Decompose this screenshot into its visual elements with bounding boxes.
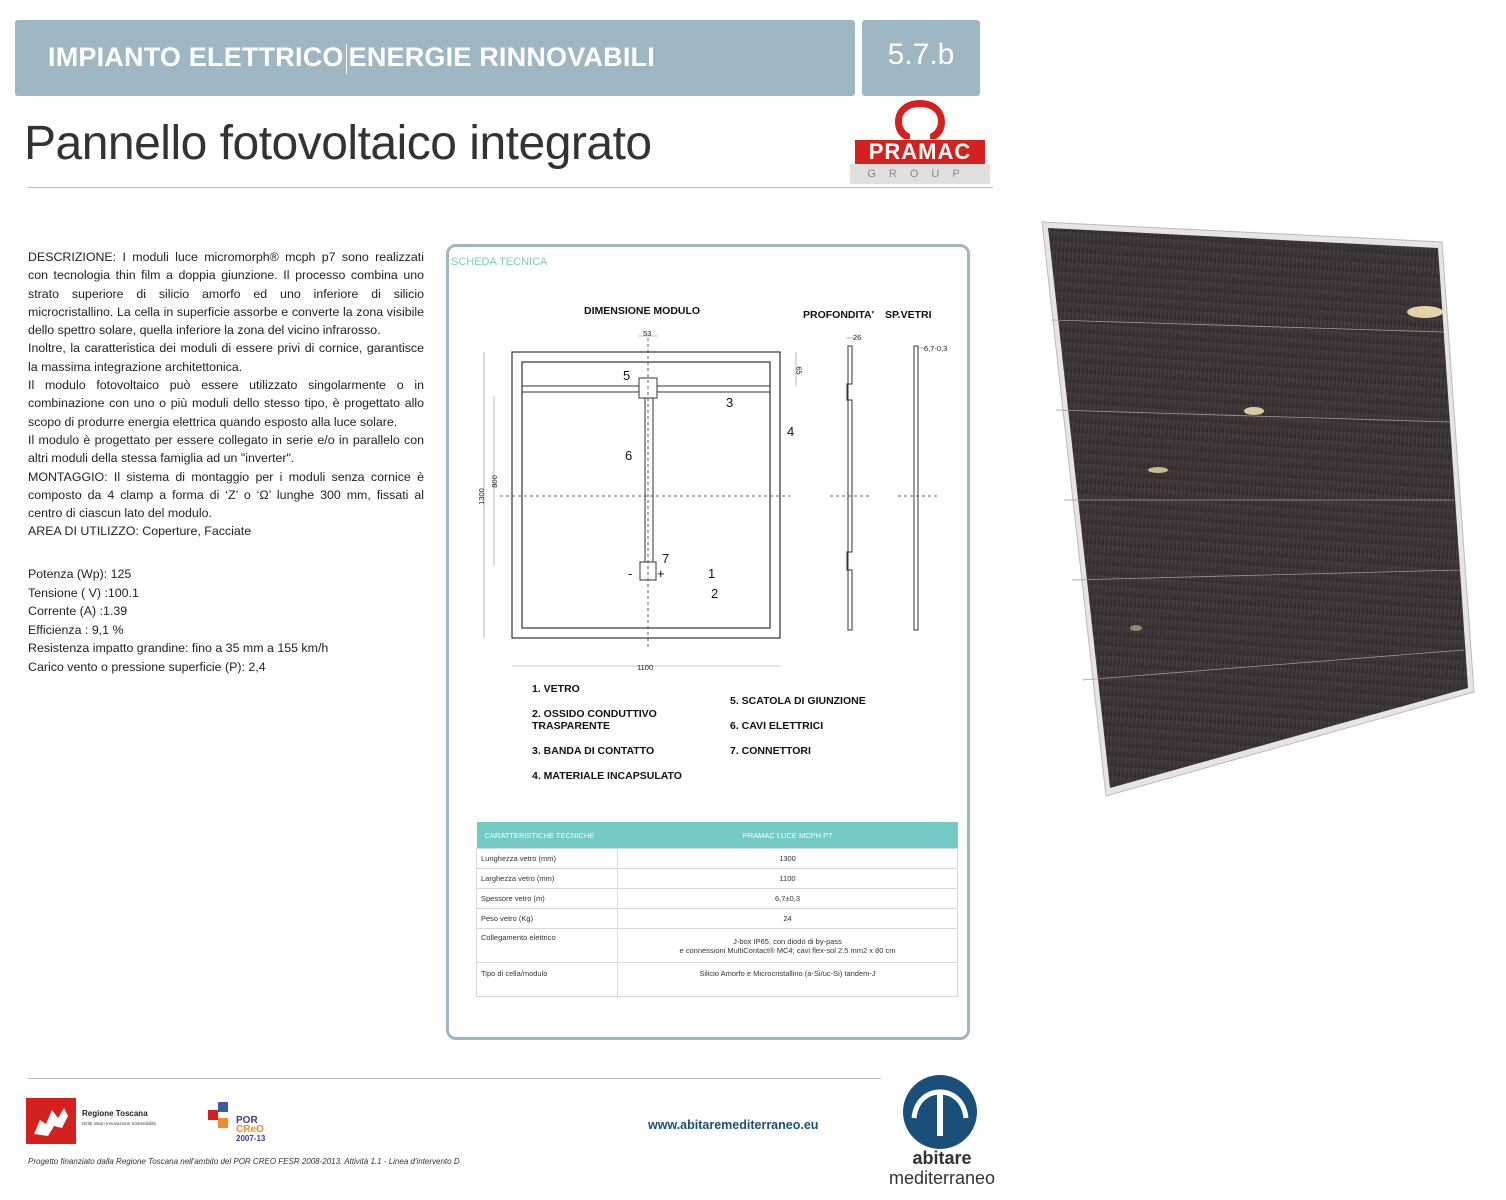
- spec-list: [28, 565, 428, 676]
- label-module-dimension: DIMENSIONE MODULO: [584, 305, 701, 317]
- spec-item: Efficienza : 9,1 %: [28, 622, 124, 637]
- spec-item: Carico vento o pressione superficie (P): 2,4: [28, 659, 266, 674]
- label-depth: PROFONDITA': [803, 309, 875, 321]
- por-logo-text: [236, 1116, 265, 1143]
- marker-4: 4: [787, 424, 795, 439]
- marker-3: 3: [726, 395, 734, 410]
- pramac-logo-icon: [890, 96, 950, 144]
- desc-para: Il modulo è progettato per essere collegato in serie e/o in parallelo con altri moduli della stessa famiglia ad un "inverter".: [28, 432, 424, 466]
- table-row: [477, 963, 958, 997]
- pramac-group-label: GROUP: [850, 164, 990, 184]
- table-row: [477, 929, 958, 963]
- dim-26: 26: [853, 333, 862, 342]
- regione-toscana-emblem-icon: [26, 1098, 76, 1144]
- legend-item: 6. CAVI ELETTRICI: [730, 720, 824, 732]
- table-head-cell: CARATTERISTICHE TECNICHE: [477, 822, 618, 849]
- spec-item: Resistenza impatto grandine: fino a 35 mm a 155 km/h: [28, 641, 329, 655]
- desc-para: DESCRIZIONE: I moduli luce micromorph® mcph p7 sono realizzati con tecnologia thin film a doppia giunzione. Il processo combina uno strato superiore di silicio amorfo ed uno inferiore di silicio microcristallino. La cella in superficie assorbe e converte la zona visibile dello spettro solare, quella inferiore la zona del vicino infrarosso.: [28, 250, 424, 338]
- table-cell-line: e connessioni MultiContact® MC4; cavi flex-sol 2,5 mm2 x 80 cm: [679, 945, 896, 955]
- pramac-wordmark: PRAMAC: [855, 140, 985, 164]
- legend-item: 1. VETRO: [532, 683, 580, 695]
- title-divider: [28, 187, 993, 188]
- table-row: [477, 869, 958, 889]
- table-row: [477, 909, 958, 929]
- table-cell: Collegamento elettrico: [477, 929, 618, 963]
- table-cell: [618, 929, 958, 963]
- table-row: [477, 889, 958, 909]
- desc-para: Il modulo fotovoltaico può essere utilizzato singolarmente o in combinazione con uno o più moduli dello stesso tipo, è progettato allo scopo di produrre energia elettrica quando esposto alla luce solare.: [28, 378, 424, 429]
- sheet-code: 5.7.b: [887, 38, 955, 71]
- dim-800: 800: [489, 475, 499, 488]
- spec-item: Potenza (Wp): 125: [28, 567, 132, 581]
- page-title: Pannello fotovoltaico integrato: [24, 117, 652, 170]
- desc-para: MONTAGGIO: Il sistema di montaggio per i moduli senza cornice è composto da 4 clamp a forma di ‘Z’ o ‘Ω’ lunghe 300 mm, fissati al centro di ciascun lato del modulo.: [28, 469, 424, 521]
- por-bot: 2007-13: [236, 1134, 266, 1143]
- footer-divider: [28, 1078, 881, 1079]
- legend-item: 7. CONNETTORI: [730, 745, 811, 757]
- por-top: POR: [236, 1115, 258, 1126]
- table-cell-line: J-box IP65, con diodo di by-pass: [733, 936, 842, 946]
- table-cell: 1300: [618, 849, 958, 869]
- label-glass-thickness: SP.VETRI: [885, 309, 932, 321]
- region-tagline: Diritti Valori Innovazione Sostenibilità: [82, 1121, 156, 1126]
- section-title: [48, 42, 655, 74]
- marker-5: 5: [623, 368, 631, 383]
- legend-item: 3. BANDA DI CONTATTO: [532, 745, 655, 757]
- table-cell: Peso vetro (Kg): [477, 909, 618, 929]
- funding-credit: Progetto finanziato dalla Regione Toscana nell'ambito del POR CREO FESR 2008-2013. Attività 1.1 - Linea d'intervento D: [28, 1157, 460, 1166]
- abitare-mediterraneo-logo-icon: [902, 1074, 978, 1150]
- por-mid: CReO: [236, 1124, 264, 1135]
- table-header: [477, 822, 958, 849]
- table-cell: Lunghezza vetro (mm): [477, 849, 618, 869]
- marker-6: 6: [625, 448, 633, 463]
- panel-photo: [1040, 200, 1480, 800]
- dim-65: 65: [794, 366, 804, 375]
- marker-plus: +: [657, 566, 665, 581]
- website-link[interactable]: www.abitaremediterraneo.eu: [648, 1118, 819, 1132]
- card-title: SCHEDA TECNICA: [451, 256, 548, 268]
- spec-table: [476, 822, 958, 997]
- table-row: [477, 849, 958, 869]
- table-cell: 1100: [618, 869, 958, 889]
- table-head-cell: PRAMAC LUCE MCPH P7: [618, 822, 958, 849]
- table-cell: Larghezza vetro (mm): [477, 869, 618, 889]
- legend-item: 2. OSSIDO CONDUTTIVO TRASPARENTE: [532, 708, 657, 732]
- table-cell: 6,7±0,3: [618, 889, 958, 909]
- dim-1300: 1300: [476, 488, 486, 505]
- table-cell: 24: [618, 909, 958, 929]
- marker-1: 1: [708, 566, 716, 581]
- marker-minus: -: [628, 566, 633, 581]
- dim-53: 53: [643, 329, 652, 338]
- brand-name-line1: abitare: [912, 1148, 972, 1168]
- desc-para: Inoltre, la caratteristica dei moduli di essere privi di cornice, garantisce la massima integrazione architettonica.: [28, 341, 424, 374]
- dim-1100: 1100: [637, 663, 654, 672]
- title-separator: [346, 44, 347, 74]
- section-title-left: IMPIANTO ELETTRICO: [48, 42, 344, 72]
- dim-glass: 6,7-0,3: [924, 344, 948, 353]
- description-text: [28, 248, 424, 541]
- legend-item: 5. SCATOLA DI GIUNZIONE: [730, 695, 866, 707]
- desc-para: AREA DI UTILIZZO: Coperture, Facciate: [28, 524, 252, 539]
- spec-item: Corrente (A) :1.39: [28, 604, 128, 618]
- module-diagram: [470, 300, 950, 680]
- region-name: Regione Toscana: [82, 1109, 148, 1118]
- table-cell: Silicio Amorfo e Microcristallino (a-Si/uc-Si) tandem-J: [618, 963, 958, 997]
- brand-name-line2: mediterraneo: [888, 1168, 996, 1188]
- table-cell: Tipo di cella/modulo: [477, 963, 618, 997]
- table-cell: Spessore vetro (m): [477, 889, 618, 909]
- marker-7: 7: [662, 551, 670, 566]
- legend-item: 4. MATERIALE INCAPSULATO: [532, 770, 682, 782]
- spec-item: Tensione ( V) :100.1: [28, 585, 139, 600]
- section-title-right: ENERGIE RINNOVABILI: [348, 42, 655, 72]
- marker-2: 2: [711, 586, 719, 601]
